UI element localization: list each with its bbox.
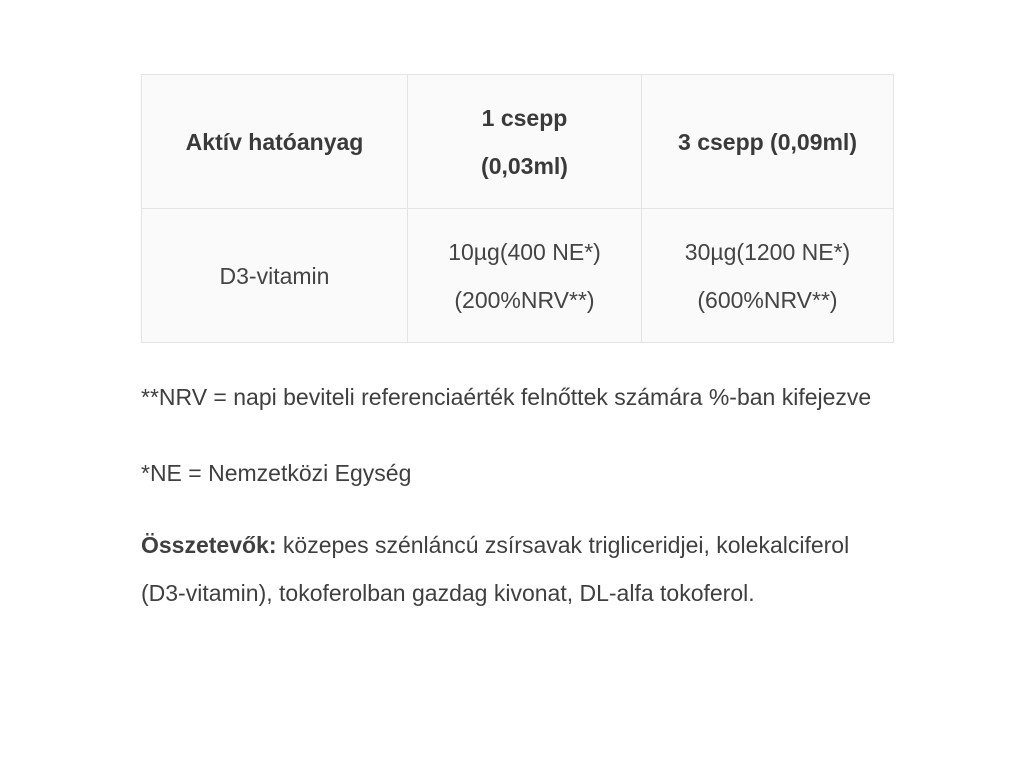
cell-dose-1-drop-nrv: (200%NRV**) [454,286,595,313]
nutrition-table [141,74,894,343]
product-info-content [141,74,893,617]
cell-dose-3-drops-nrv: (600%NRV**) [697,286,838,313]
header-1-drop-line1: 1 csepp [481,104,568,131]
header-1-drop-line2: (0,03ml) [481,152,568,179]
header-1-drop [408,75,642,209]
header-active-ingredient: Aktív hatóanyag [142,75,408,209]
cell-dose-3-drops-amount: 30µg(1200 NE*) [684,238,851,265]
ne-footnote: *NE = Nemzetközi Egység [141,460,412,486]
cell-ingredient-name: D3-vitamin [142,209,408,343]
table-row [142,209,894,343]
nrv-footnote: **NRV = napi beviteli referenciaérték felnőttek számára %-ban kifejezve [141,384,872,410]
ingredients-text: közepes szénláncú zsírsavak trigliceridjei, kolekalciferol (D3-vitamin), tokoferolban gazdag kivonat, DL-alfa tokoferol. [141,532,850,606]
cell-dose-1-drop [408,209,642,343]
table-header-row [142,75,894,209]
cell-dose-1-drop-amount: 10µg(400 NE*) [448,238,601,265]
cell-dose-3-drops [642,209,894,343]
ingredients-paragraph [141,521,893,617]
header-3-drops: 3 csepp (0,09ml) [642,75,894,209]
ingredients-label: Összetevők: [141,532,277,558]
